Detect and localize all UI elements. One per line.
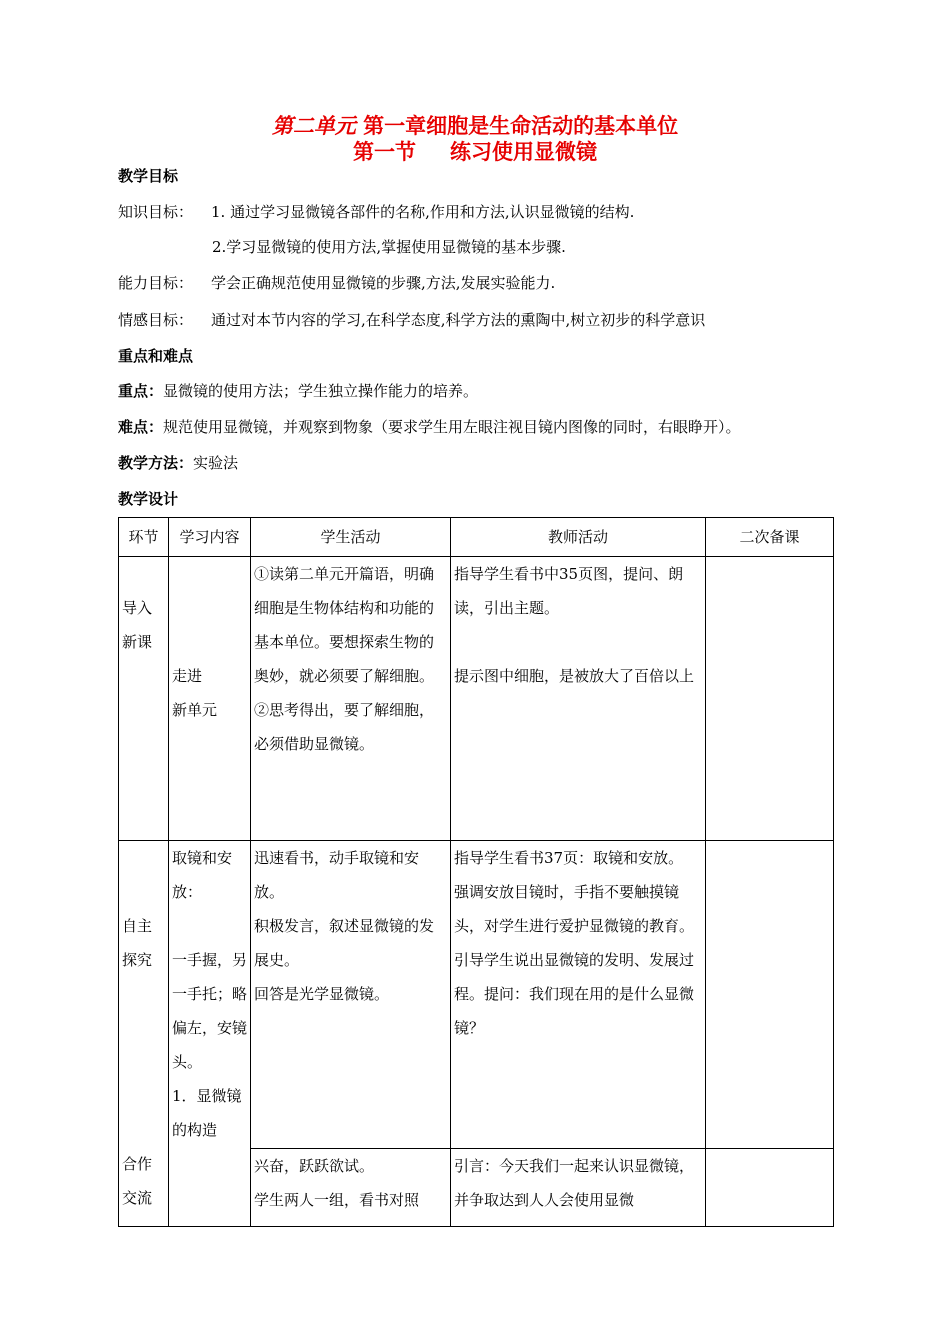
row-stage: 导入 新课: [119, 557, 169, 841]
row-notes: [706, 557, 834, 841]
emotion-label: 情感目标：: [118, 311, 194, 329]
row-stage: 自主 探究 合作 交流: [119, 841, 169, 1227]
row-teacher: 指导学生看书中35页图，提问、朗读，引出主题。 提示图中细胞，是被放大了百倍以上: [451, 557, 706, 841]
unit-title: [0, 113, 950, 139]
row-notes: [706, 841, 834, 1149]
emotion-text: 通过对本节内容的学习,在科学态度,科学方法的熏陶中,树立初步的科学意识: [211, 311, 706, 329]
row-content: 走进 新单元: [169, 557, 251, 841]
header-notes: 二次备课: [706, 518, 834, 557]
header-stage: 环节: [119, 518, 169, 557]
ability-objective: [118, 272, 555, 293]
row-teacher: 引言：今天我们一起来认识显微镜，并争取达到人人会使用显微: [451, 1149, 706, 1227]
row-student: ①读第二单元开篇语，明确细胞是生物体结构和功能的基本单位。要想探索生物的奥妙，就必须要了解细胞。 ②思考得出，要了解细胞，必须借助显微镜。: [251, 557, 451, 841]
key-label: 重点：: [118, 382, 164, 400]
ability-label: 能力目标：: [118, 274, 194, 292]
table-row: [119, 841, 834, 1149]
teaching-design-table: [118, 517, 834, 1227]
table-header-row: [119, 518, 834, 557]
section-title: [0, 139, 950, 165]
key-point: [118, 380, 478, 401]
emotion-objective: [118, 309, 705, 330]
row-notes: [706, 1149, 834, 1227]
table-row: [119, 557, 834, 841]
difficult-text: 规范使用显微镜，并观察到物象（要求学生用左眼注视目镜内图像的同时，右眼睁开）。: [163, 418, 741, 436]
ability-text: 学会正确规范使用显微镜的步骤,方法,发展实验能力.: [211, 274, 556, 292]
section-name: 练习使用显微镜: [450, 140, 597, 164]
unit-label: 第二单元: [271, 114, 356, 138]
method-label: 教学方法：: [118, 454, 194, 472]
row-student: 兴奋，跃跃欲试。 学生两人一组，看书对照: [251, 1149, 451, 1227]
knowledge-objective-2: 2.学习显微镜的使用方法,掌握使用显微镜的基本步骤.: [212, 238, 566, 256]
teaching-method: [118, 452, 238, 473]
header-teacher: 教师活动: [451, 518, 706, 557]
key-text: 显微镜的使用方法；学生独立操作能力的培养。: [163, 382, 479, 400]
design-heading: 教学设计: [118, 490, 179, 508]
header-content: 学习内容: [169, 518, 251, 557]
method-text: 实验法: [193, 454, 239, 472]
knowledge-label: 知识目标：: [118, 203, 194, 221]
row-student: 迅速看书，动手取镜和安放。 积极发言，叙述显微镜的发展史。 回答是光学显微镜。: [251, 841, 451, 1149]
header-student: 学生活动: [251, 518, 451, 557]
row-teacher: 指导学生看书37页：取镜和安放。 强调安放目镜时，手指不要触摸镜头，对学生进行爱护显微镜的教育。引导学生说出显微镜的发明、发展过程。提问：我们现在用的是什么显微镜？: [451, 841, 706, 1149]
knowledge-objective-1: [118, 201, 634, 222]
chapter-title: 第一章细胞是生命活动的基本单位: [355, 114, 679, 138]
knowledge-text-1: 1. 通过学习显微镜各部件的名称,作用和方法,认识显微镜的结构.: [211, 203, 635, 221]
section-number: 第一节: [353, 140, 416, 164]
row-content: 取镜和安放： 一手握，另一手托；略偏左，安镜头。 1．显微镜的构造: [169, 841, 251, 1227]
objectives-heading: 教学目标: [118, 167, 179, 185]
key-points-heading: 重点和难点: [118, 347, 194, 365]
difficult-point: [118, 416, 741, 437]
difficult-label: 难点：: [118, 418, 164, 436]
